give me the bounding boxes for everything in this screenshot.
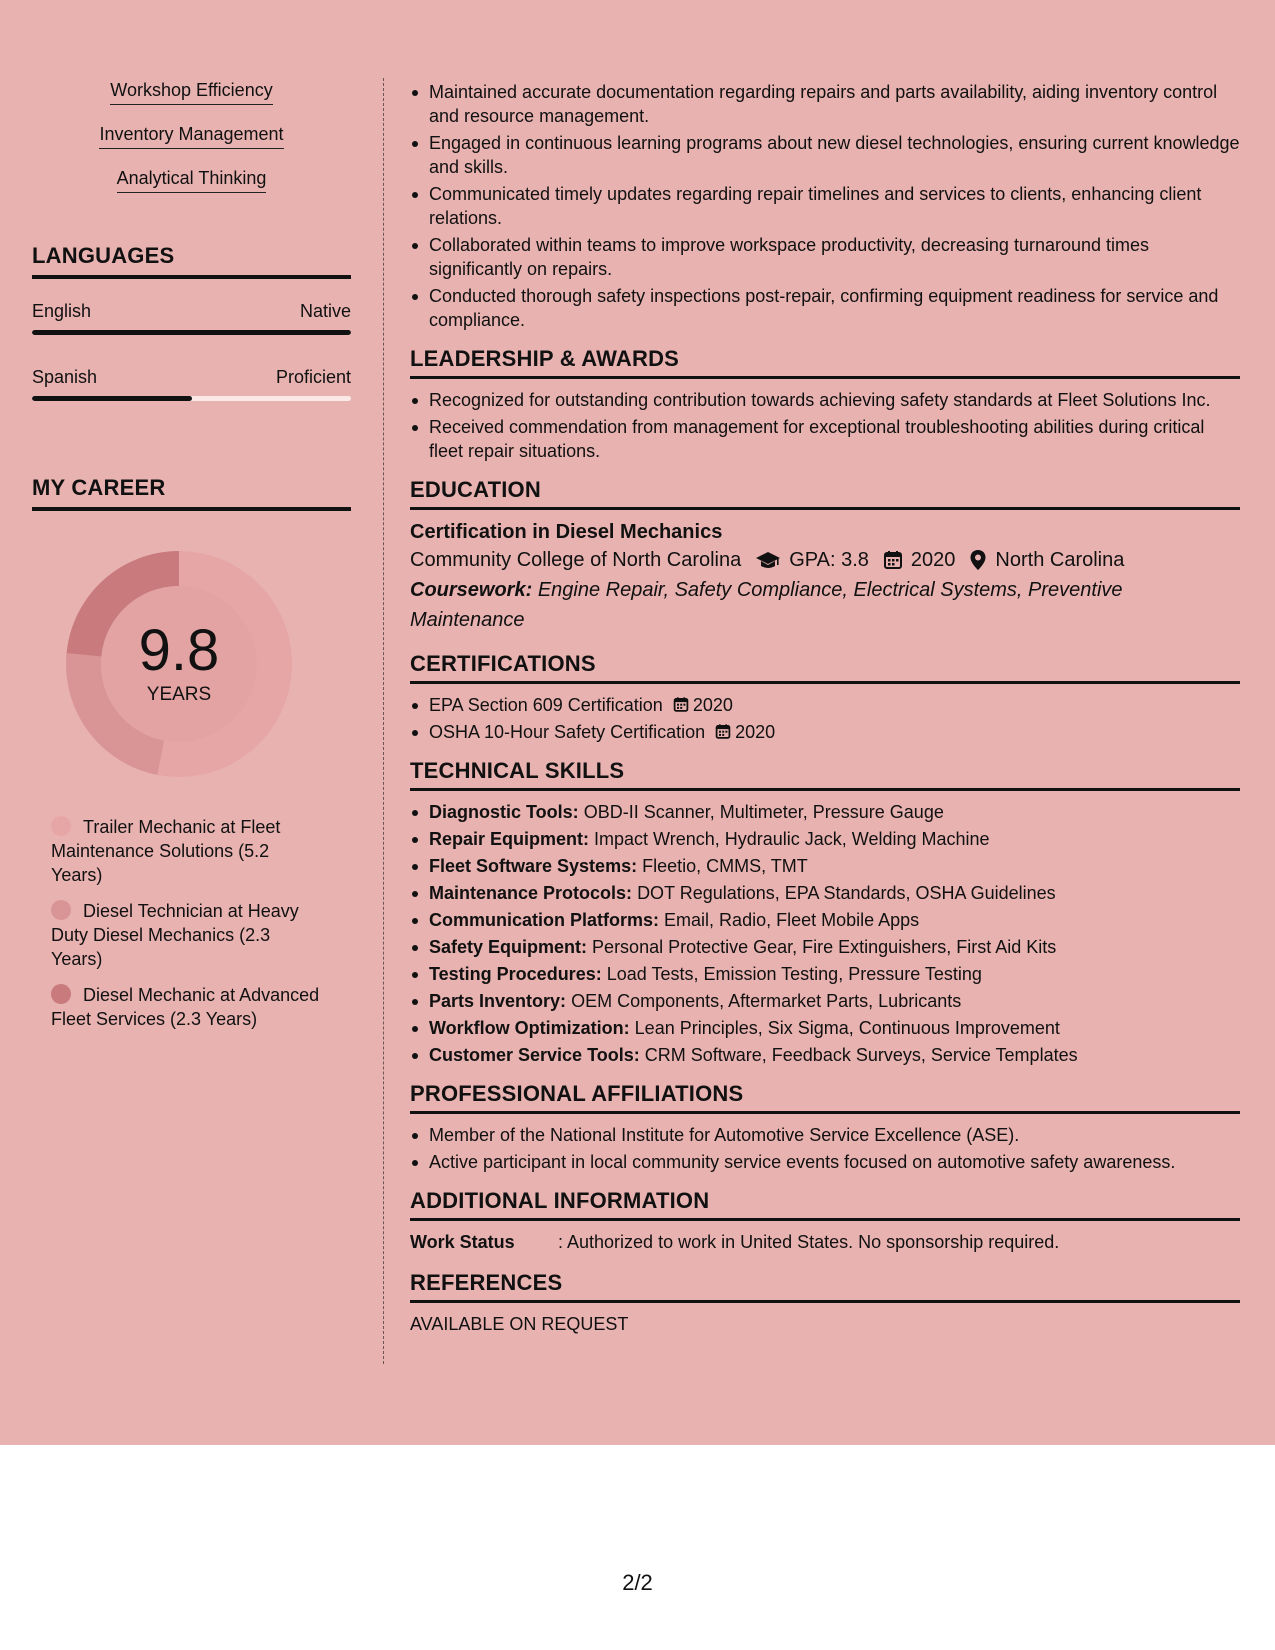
language-bar-fill [32, 396, 192, 401]
list-item: Communication Platforms: Email, Radio, Fleet Mobile Apps [410, 908, 1240, 932]
career-legend-item: Trailer Mechanic at Fleet Maintenance Solutions (5.2 Years) [51, 817, 281, 885]
list-item: Workflow Optimization: Lean Principles, Six Sigma, Continuous Improvement [410, 1016, 1240, 1040]
list-item: Received commendation from management for exceptional troubleshooting abilities during critical fleet repair situations. [410, 415, 1240, 463]
certifications-heading: CERTIFICATIONS [410, 651, 1240, 684]
language-level: Native [299, 301, 351, 321]
skill-item: Inventory Management [99, 122, 283, 149]
education-coursework [410, 575, 1240, 635]
list-item: Communicated timely updates regarding repair timelines and services to clients, enhancing client relations. [410, 182, 1240, 230]
list-item: Maintenance Protocols: DOT Regulations, EPA Standards, OSHA Guidelines [410, 881, 1240, 905]
references-heading: REFERENCES [410, 1270, 1240, 1303]
leadership-heading: LEADERSHIP & AWARDS [410, 346, 1240, 379]
language-bar [32, 396, 351, 401]
location-pin-icon [969, 549, 987, 571]
affiliations-list [410, 1123, 1240, 1174]
education-details [410, 545, 1240, 575]
list-item: Customer Service Tools: CRM Software, Feedback Surveys, Service Templates [410, 1043, 1240, 1067]
page-number: 2/2 [622, 1570, 653, 1595]
calendar-icon [715, 723, 731, 740]
career-heading: MY CAREER [32, 475, 351, 511]
language-spanish [32, 365, 351, 401]
list-item: Collaborated within teams to improve workspace productivity, decreasing turnaround times significantly on repairs. [410, 233, 1240, 281]
languages-heading: LANGUAGES [32, 243, 351, 279]
list-item: Member of the National Institute for Automotive Service Excellence (ASE). [410, 1123, 1240, 1147]
legend-dot-icon [51, 900, 71, 920]
list-item: Maintained accurate documentation regarding repairs and parts availability, aiding inventory control and resource management. [410, 80, 1240, 128]
career-legend [51, 815, 321, 1031]
language-name: Spanish [32, 367, 98, 387]
technical-skills-heading: TECHNICAL SKILLS [410, 758, 1240, 791]
skill-item: Workshop Efficiency [110, 78, 272, 105]
language-english [32, 299, 351, 335]
list-item: Conducted thorough safety inspections post-repair, confirming equipment readiness for service and compliance. [410, 284, 1240, 332]
list-item: OSHA 10-Hour Safety Certification 2020 [410, 720, 1240, 744]
skill-list [32, 78, 351, 210]
list-item: Active participant in local community service events focused on automotive safety awareness. [410, 1150, 1240, 1174]
work-status-row [410, 1230, 1240, 1254]
list-item: Recognized for outstanding contribution towards achieving safety standards at Fleet Solutions Inc. [410, 388, 1240, 412]
list-item: Repair Equipment: Impact Wrench, Hydraulic Jack, Welding Machine [410, 827, 1240, 851]
skill-item: Analytical Thinking [117, 166, 267, 193]
language-name: English [32, 301, 92, 321]
education-heading: EDUCATION [410, 477, 1240, 510]
language-bar-fill [32, 330, 351, 335]
career-legend-item: Diesel Mechanic at Advanced Fleet Services (2.3 Years) [51, 985, 320, 1029]
career-donut-chart [64, 549, 294, 779]
education-title: Certification in Diesel Mechanics [410, 521, 723, 543]
list-item: Parts Inventory: OEM Components, Aftermarket Parts, Lubricants [410, 989, 1240, 1013]
calendar-icon [673, 696, 689, 713]
education-year: 2020 [910, 549, 956, 571]
language-bar [32, 330, 351, 335]
work-status-value: : Authorized to work in United States. No sponsorship required. [558, 1232, 1060, 1252]
education-school: Community College of North Carolina [410, 549, 742, 571]
legend-dot-icon [51, 984, 71, 1004]
technical-skills-list [410, 800, 1240, 1067]
left-column [32, 78, 351, 1043]
calendar-icon [883, 550, 903, 570]
work-status-label: Work Status [410, 1232, 515, 1252]
language-level: Proficient [275, 367, 351, 387]
legend-dot-icon [51, 816, 71, 836]
list-item: Safety Equipment: Personal Protective Gear, Fire Extinguishers, First Aid Kits [410, 935, 1240, 959]
career-legend-item: Diesel Technician at Heavy Duty Diesel Mechanics (2.3 Years) [51, 901, 299, 969]
list-item: EPA Section 609 Certification 2020 [410, 693, 1240, 717]
affiliations-heading: PROFESSIONAL AFFILIATIONS [410, 1081, 1240, 1114]
list-item: Fleet Software Systems: Fleetio, CMMS, TMT [410, 854, 1240, 878]
coursework-label: Coursework: [410, 579, 533, 601]
education-location: North Carolina [995, 549, 1125, 571]
list-item: Engaged in continuous learning programs about new diesel technologies, ensuring current knowledge and skills. [410, 131, 1240, 179]
right-column [410, 78, 1240, 1336]
list-item: Testing Procedures: Load Tests, Emission Testing, Pressure Testing [410, 962, 1240, 986]
column-divider [383, 78, 384, 1364]
references-text: AVAILABLE ON REQUEST [410, 1314, 629, 1334]
coursework-value: Engine Repair, Safety Compliance, Electrical Systems, Preventive Maintenance [410, 579, 1123, 631]
additional-info-heading: ADDITIONAL INFORMATION [410, 1188, 1240, 1221]
experience-bullets [410, 80, 1240, 332]
graduation-cap-icon [755, 550, 781, 570]
career-total-years: 9.8 [138, 618, 220, 683]
certifications-list [410, 693, 1240, 744]
leadership-list [410, 388, 1240, 463]
career-years-unit: YEARS [146, 684, 212, 705]
education-gpa: GPA: 3.8 [789, 549, 869, 571]
list-item: Diagnostic Tools: OBD-II Scanner, Multimeter, Pressure Gauge [410, 800, 1240, 824]
